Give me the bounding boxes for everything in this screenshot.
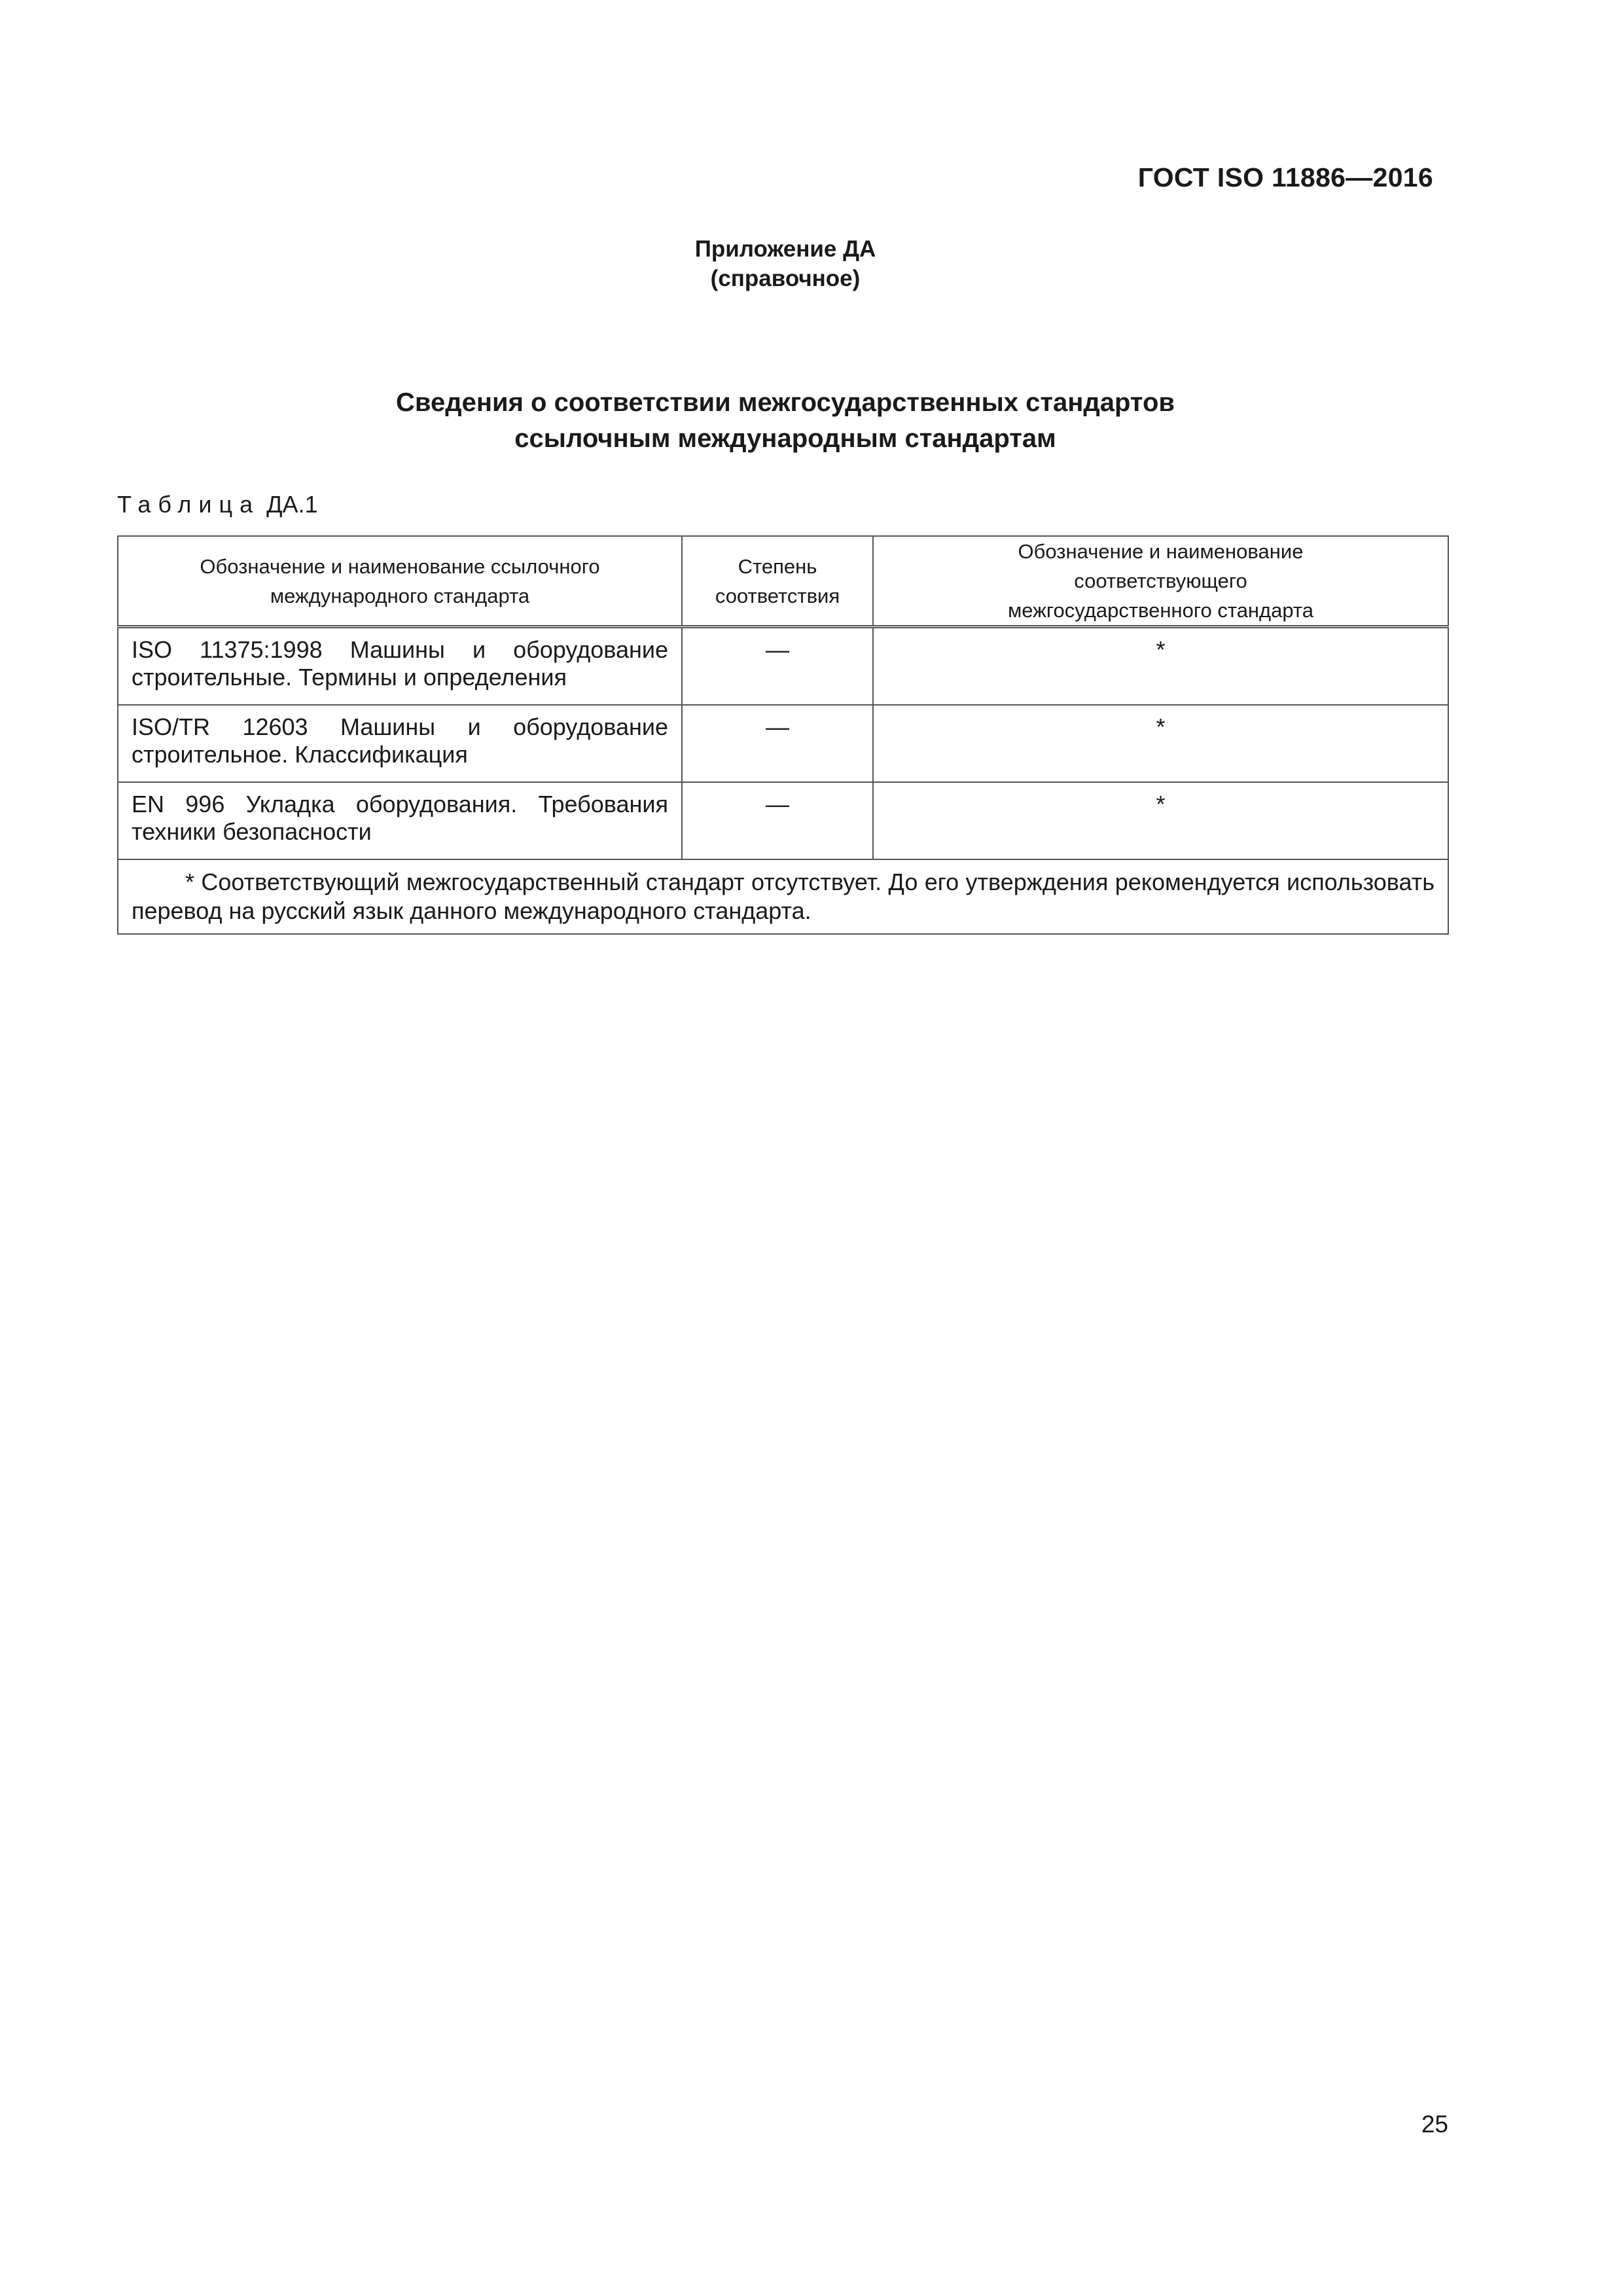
table-caption: [117, 491, 318, 518]
column-header-degree-text: Степень соответствия: [715, 554, 840, 607]
appendix-heading: [0, 234, 1571, 293]
reference-standard-cell: ISO 11375:1998 Машины и оборудование строительные. Термины и определения: [118, 627, 682, 706]
table-row: [118, 705, 1448, 782]
conformity-table: [117, 535, 1449, 935]
interstate-standard-cell: *: [873, 627, 1448, 706]
column-header-reference: [118, 536, 682, 627]
interstate-standard-cell: *: [873, 705, 1448, 782]
table-caption-prefix: Таблица: [117, 491, 260, 518]
degree-cell: —: [682, 627, 873, 706]
page-number: 25: [1421, 2111, 1448, 2138]
table-row: [118, 782, 1448, 859]
section-title: [0, 385, 1571, 457]
degree-cell: —: [682, 782, 873, 859]
table-header-row: [118, 536, 1448, 627]
column-header-reference-text: Обозначение и наименование ссылочного международного стандарта: [200, 554, 600, 607]
table-footnote: * Соответствующий межгосударственный стандарт отсутствует. До его утверждения рекомендуется использовать перевод на русский язык данного международного стандарта.: [118, 859, 1448, 934]
appendix-label: Приложение ДА: [694, 236, 876, 262]
column-header-degree: [682, 536, 873, 627]
appendix-type: (справочное): [710, 266, 861, 291]
section-title-line-1: Сведения о соответствии межгосударственных стандартов: [396, 388, 1175, 417]
table-row: [118, 627, 1448, 706]
reference-standard-cell: EN 996 Укладка оборудования. Требования техники безопасности: [118, 782, 682, 859]
interstate-standard-cell: *: [873, 782, 1448, 859]
table-caption-number: ДА.1: [266, 491, 318, 518]
section-title-line-2: ссылочным международным стандартам: [514, 424, 1056, 453]
table-footnote-row: [118, 859, 1448, 934]
column-header-interstate: [873, 536, 1448, 627]
document-code: ГОСТ ISO 11886—2016: [1137, 162, 1433, 192]
column-header-interstate-text: Обозначение и наименование соответствующего межгосударственного стандарта: [1007, 540, 1314, 622]
degree-cell: —: [682, 705, 873, 782]
reference-standard-cell: ISO/TR 12603 Машины и оборудование строительное. Классификация: [118, 705, 682, 782]
